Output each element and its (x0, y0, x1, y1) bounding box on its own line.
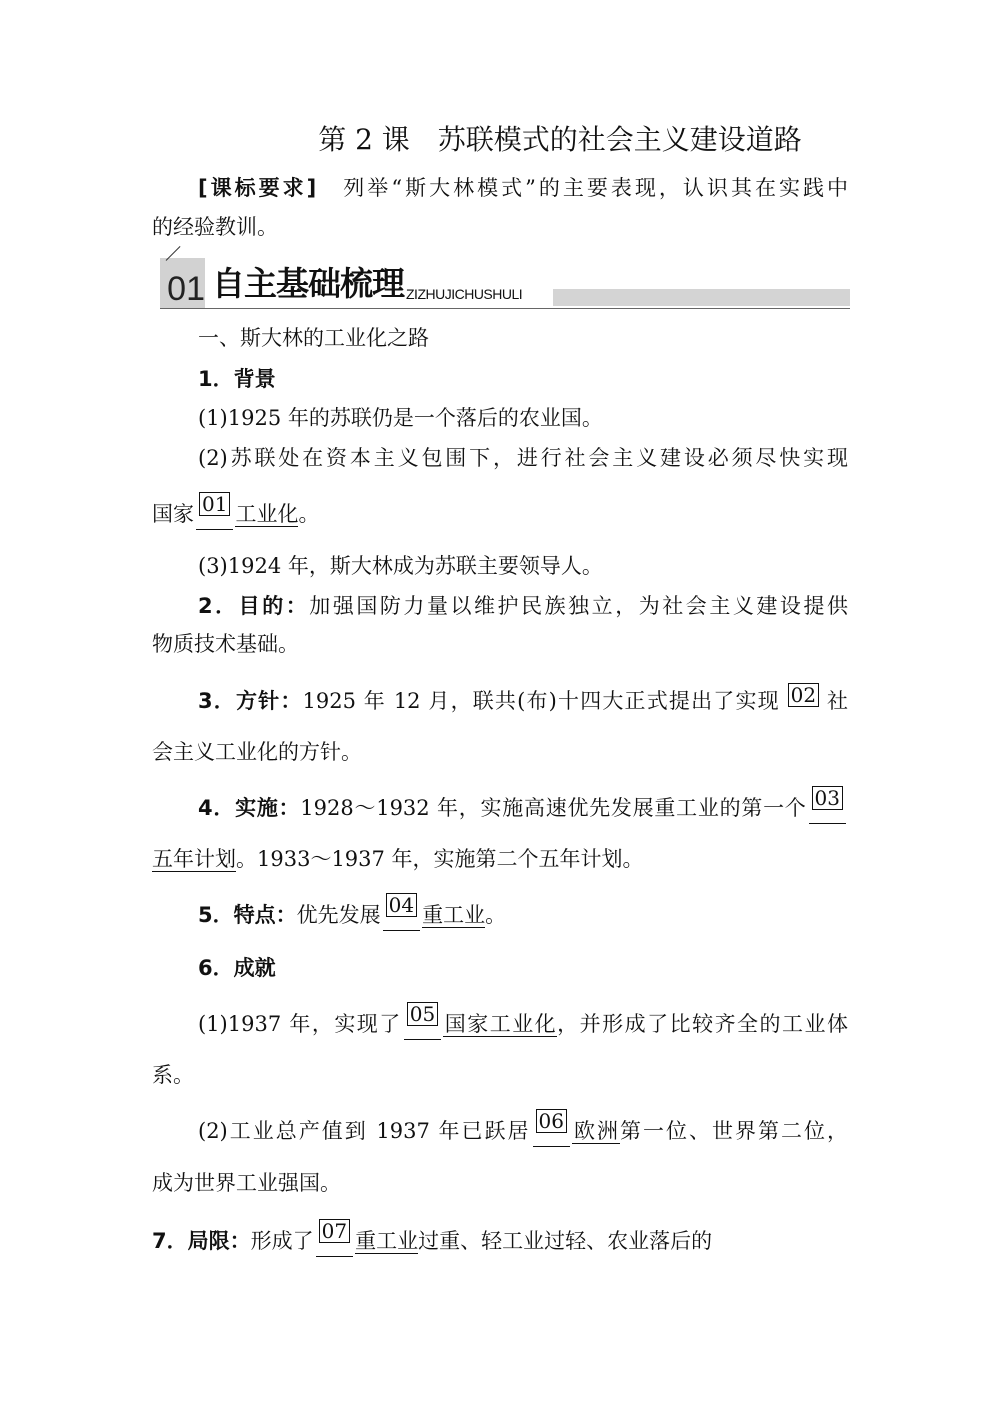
item-3-line-1 (198, 683, 848, 716)
text: ，并形成了比较齐全的工业体 (557, 1012, 849, 1036)
blank-number: 03 (812, 786, 843, 810)
blank-05 (404, 1002, 441, 1040)
item-2-line-2: 物质技术基础。 (152, 632, 299, 656)
blank-number: 04 (386, 893, 417, 917)
blank-07 (316, 1219, 353, 1257)
para-6-2-cont: 成为世界工业强国。 (152, 1171, 341, 1195)
answer: 工业化 (235, 502, 299, 526)
item-3-line-2: 会主义工业化的方针。 (152, 740, 362, 764)
blank-number: 05 (407, 1002, 438, 1026)
para-1-2: (2)苏联处在资本主义包围下，进行社会主义建设必须尽快实现 (198, 446, 848, 470)
banner-bar (553, 289, 850, 306)
para-1-2-cont (152, 492, 848, 530)
text: 优先发展 (296, 903, 381, 927)
item-head: 2．目的： (198, 594, 310, 618)
text: 形成了 (250, 1229, 314, 1253)
para-6-1-cont: 系。 (152, 1063, 194, 1087)
text: 第一位、世界第二位， (620, 1119, 848, 1143)
standard-label: [课标要求] (198, 176, 317, 200)
banner-number: 01 (160, 258, 205, 308)
text: 。1933～1937 年，实施第二个五年计划。 (236, 847, 644, 871)
para-6-2 (198, 1109, 848, 1147)
section-banner (160, 258, 850, 309)
blank-number: 01 (199, 492, 230, 516)
item-head: 7．局限： (152, 1229, 251, 1253)
answer: 国家工业化 (443, 1012, 558, 1036)
item-head: 3．方针： (198, 689, 303, 713)
text: (2)工业总产值到 1937 年已跃居 (198, 1119, 531, 1143)
text: (1)1937 年，实现了 (198, 1012, 402, 1036)
answer: 重工业 (355, 1229, 419, 1253)
lesson-title: 第 2 课 苏联模式的社会主义建设道路 (318, 123, 802, 156)
text: 国家 (152, 502, 194, 526)
standard-text: 列举“斯大林模式”的主要表现，认识其在实践中 (343, 176, 849, 200)
blank-04 (383, 893, 420, 931)
blank-number: 07 (319, 1219, 350, 1243)
text: 加强国防力量以维护民族独立，为社会主义建设提供 (309, 594, 848, 618)
answer: 五年计划 (152, 847, 236, 871)
item-4-line-1 (198, 786, 848, 824)
answer: 重工业 (422, 903, 486, 927)
section-heading: 一、斯大林的工业化之路 (198, 326, 429, 350)
para-1-3: (3)1924 年，斯大林成为苏联主要领导人。 (198, 554, 603, 578)
para-6-1 (198, 1002, 849, 1040)
item-4-line-2 (152, 844, 848, 874)
item-2-line-1 (198, 591, 848, 621)
item-head: 5．特点： (198, 903, 297, 927)
item-1-heading: 1．背景 (198, 367, 276, 391)
blank-02: 02 (788, 683, 819, 707)
text: 社 (826, 689, 848, 713)
blank-01 (196, 492, 233, 530)
text: 。 (485, 903, 507, 927)
item-5 (198, 893, 848, 931)
blank-number: 06 (536, 1109, 567, 1133)
answer: 欧洲 (572, 1119, 620, 1143)
text: 过重、轻工业过轻、农业落后的 (418, 1229, 713, 1253)
text: 1928～1932 年，实施高速优先发展重工业的第一个 (300, 796, 807, 820)
banner-pinyin: ZIZHUJICHUSHULI (406, 286, 523, 302)
standard-line-2: 的经验教训。 (152, 215, 278, 239)
item-6-heading: 6．成就 (198, 956, 276, 980)
para-1-1: (1)1925 年的苏联仍是一个落后的农业国。 (198, 406, 603, 430)
standard-line-1 (198, 173, 848, 203)
blank-06 (533, 1109, 570, 1147)
item-7 (152, 1219, 848, 1257)
item-head: 4．实施： (198, 796, 301, 820)
blank-03 (809, 786, 846, 824)
text: 1925 年 12 月，联共(布)十四大正式提出了实现 (302, 689, 780, 713)
text: 。 (298, 502, 320, 526)
banner-title: 自主基础梳理 (212, 264, 404, 303)
